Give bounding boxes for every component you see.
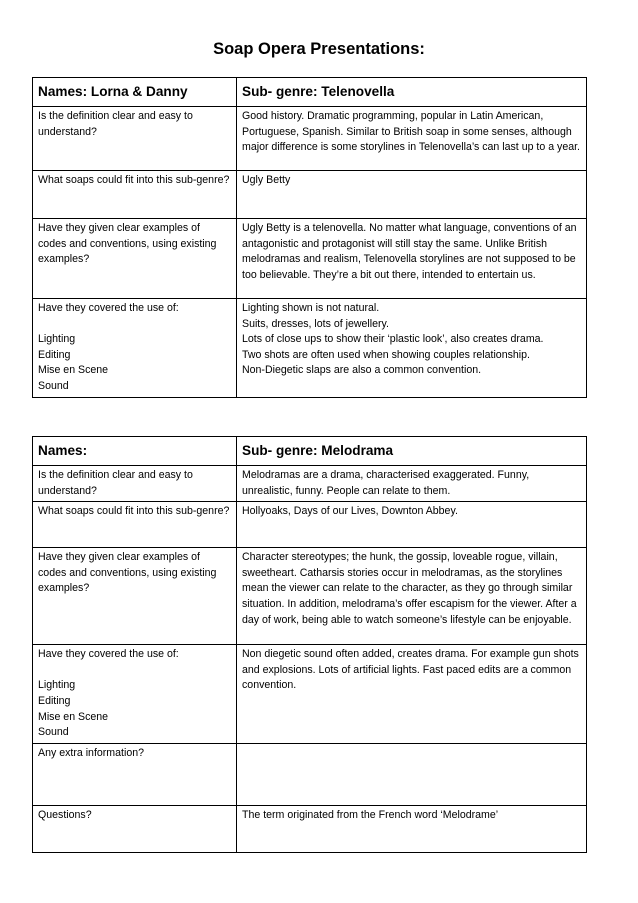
table-header-row: [33, 437, 587, 466]
table-row: [33, 548, 587, 645]
use-item-editing: Editing: [38, 348, 71, 361]
use-of-question: Have they covered the use of:: [38, 302, 179, 314]
spacer: [38, 317, 231, 333]
answer-line: Suits, dresses, lots of jewellery.: [242, 317, 389, 330]
names-header: Names:: [33, 437, 237, 466]
question-cell: Have they given clear examples of codes and conventions, using existing examples?: [33, 219, 237, 299]
question-cell: What soaps could fit into this sub-genre?: [33, 171, 237, 219]
table-row: [33, 107, 587, 171]
question-cell: Is the definition clear and easy to understand?: [33, 466, 237, 502]
table-row: [33, 645, 587, 744]
answer-cell: [237, 299, 587, 398]
answer-cell: Good history. Dramatic programming, popular in Latin American, Portuguese, Spanish. Similar to British soap in some senses, although major difference is some storylines in Telenovella’s can last up to a year.: [237, 107, 587, 171]
use-item-sound: Sound: [38, 726, 69, 739]
answer-cell: Hollyoaks, Days of our Lives, Downton Abbey.: [237, 502, 587, 548]
melodrama-table: [32, 436, 587, 853]
answer-cell: [237, 743, 587, 805]
use-item-mise-en-scene: Mise en Scene: [38, 364, 109, 377]
answer-cell: Non diegetic sound often added, creates drama. For example gun shots and explosions. Lots of artificial lights. Fast paced edits are a common convention.: [237, 645, 587, 744]
answer-line: Lots of close ups to show their ‘plastic look’, also creates drama.: [242, 333, 544, 346]
subgenre-header: Sub- genre: Telenovella: [237, 78, 587, 107]
table-row: [33, 219, 587, 299]
answer-line: Non-Diegetic slaps are also a common convention.: [242, 364, 482, 377]
telenovella-table: [32, 77, 587, 398]
question-cell: [33, 299, 237, 398]
answer-line: Two shots are often used when showing couples relationship.: [242, 348, 530, 361]
question-cell: Have they given clear examples of codes and conventions, using existing examples?: [33, 548, 237, 645]
names-header: Names: Lorna & Danny: [33, 78, 237, 107]
use-item-sound: Sound: [38, 379, 69, 392]
table-row: [33, 805, 587, 852]
use-item-mise-en-scene: Mise en Scene: [38, 710, 109, 723]
use-item-lighting: Lighting: [38, 679, 76, 692]
spacer: [38, 663, 231, 679]
table-row: [33, 502, 587, 548]
table-header-row: [33, 78, 587, 107]
question-cell: Is the definition clear and easy to understand?: [33, 107, 237, 171]
table-row: [33, 743, 587, 805]
table-row: [33, 466, 587, 502]
answer-cell: The term originated from the French word ‘Melodrame’: [237, 805, 587, 852]
answer-cell: Ugly Betty: [237, 171, 587, 219]
answer-cell: Melodramas are a drama, characterised exaggerated. Funny, unrealistic, funny. People can relate to them.: [237, 466, 587, 502]
answer-cell: Ugly Betty is a telenovella. No matter what language, conventions of an antagonistic and protagonist will still stay the same. Unlike British melodramas and realism, Telenovella storylines are not supposed to be too believable. They’re a bit out there, intended to entertain us.: [237, 219, 587, 299]
question-cell: What soaps could fit into this sub-genre?: [33, 502, 237, 548]
use-item-editing: Editing: [38, 694, 71, 707]
question-cell: Any extra information?: [33, 743, 237, 805]
question-cell: [33, 645, 237, 744]
table-row: [33, 299, 587, 398]
question-cell: Questions?: [33, 805, 237, 852]
table-row: [33, 171, 587, 219]
answer-cell: Character stereotypes; the hunk, the gossip, loveable rogue, villain, sweetheart. Catharsis stories occur in melodramas, as the storylines mean the viewer can relate to the character, as they go through similar situation. In addition, melodrama’s offer escapism for the viewer. After a day of work, being able to watch someone’s lifestyle can be enjoyable.: [237, 548, 587, 645]
answer-line: Lighting shown is not natural.: [242, 302, 380, 314]
use-item-lighting: Lighting: [38, 333, 76, 346]
page-title: Soap Opera Presentations:: [213, 40, 425, 58]
subgenre-header: Sub- genre: Melodrama: [237, 437, 587, 466]
use-of-question: Have they covered the use of:: [38, 648, 179, 661]
